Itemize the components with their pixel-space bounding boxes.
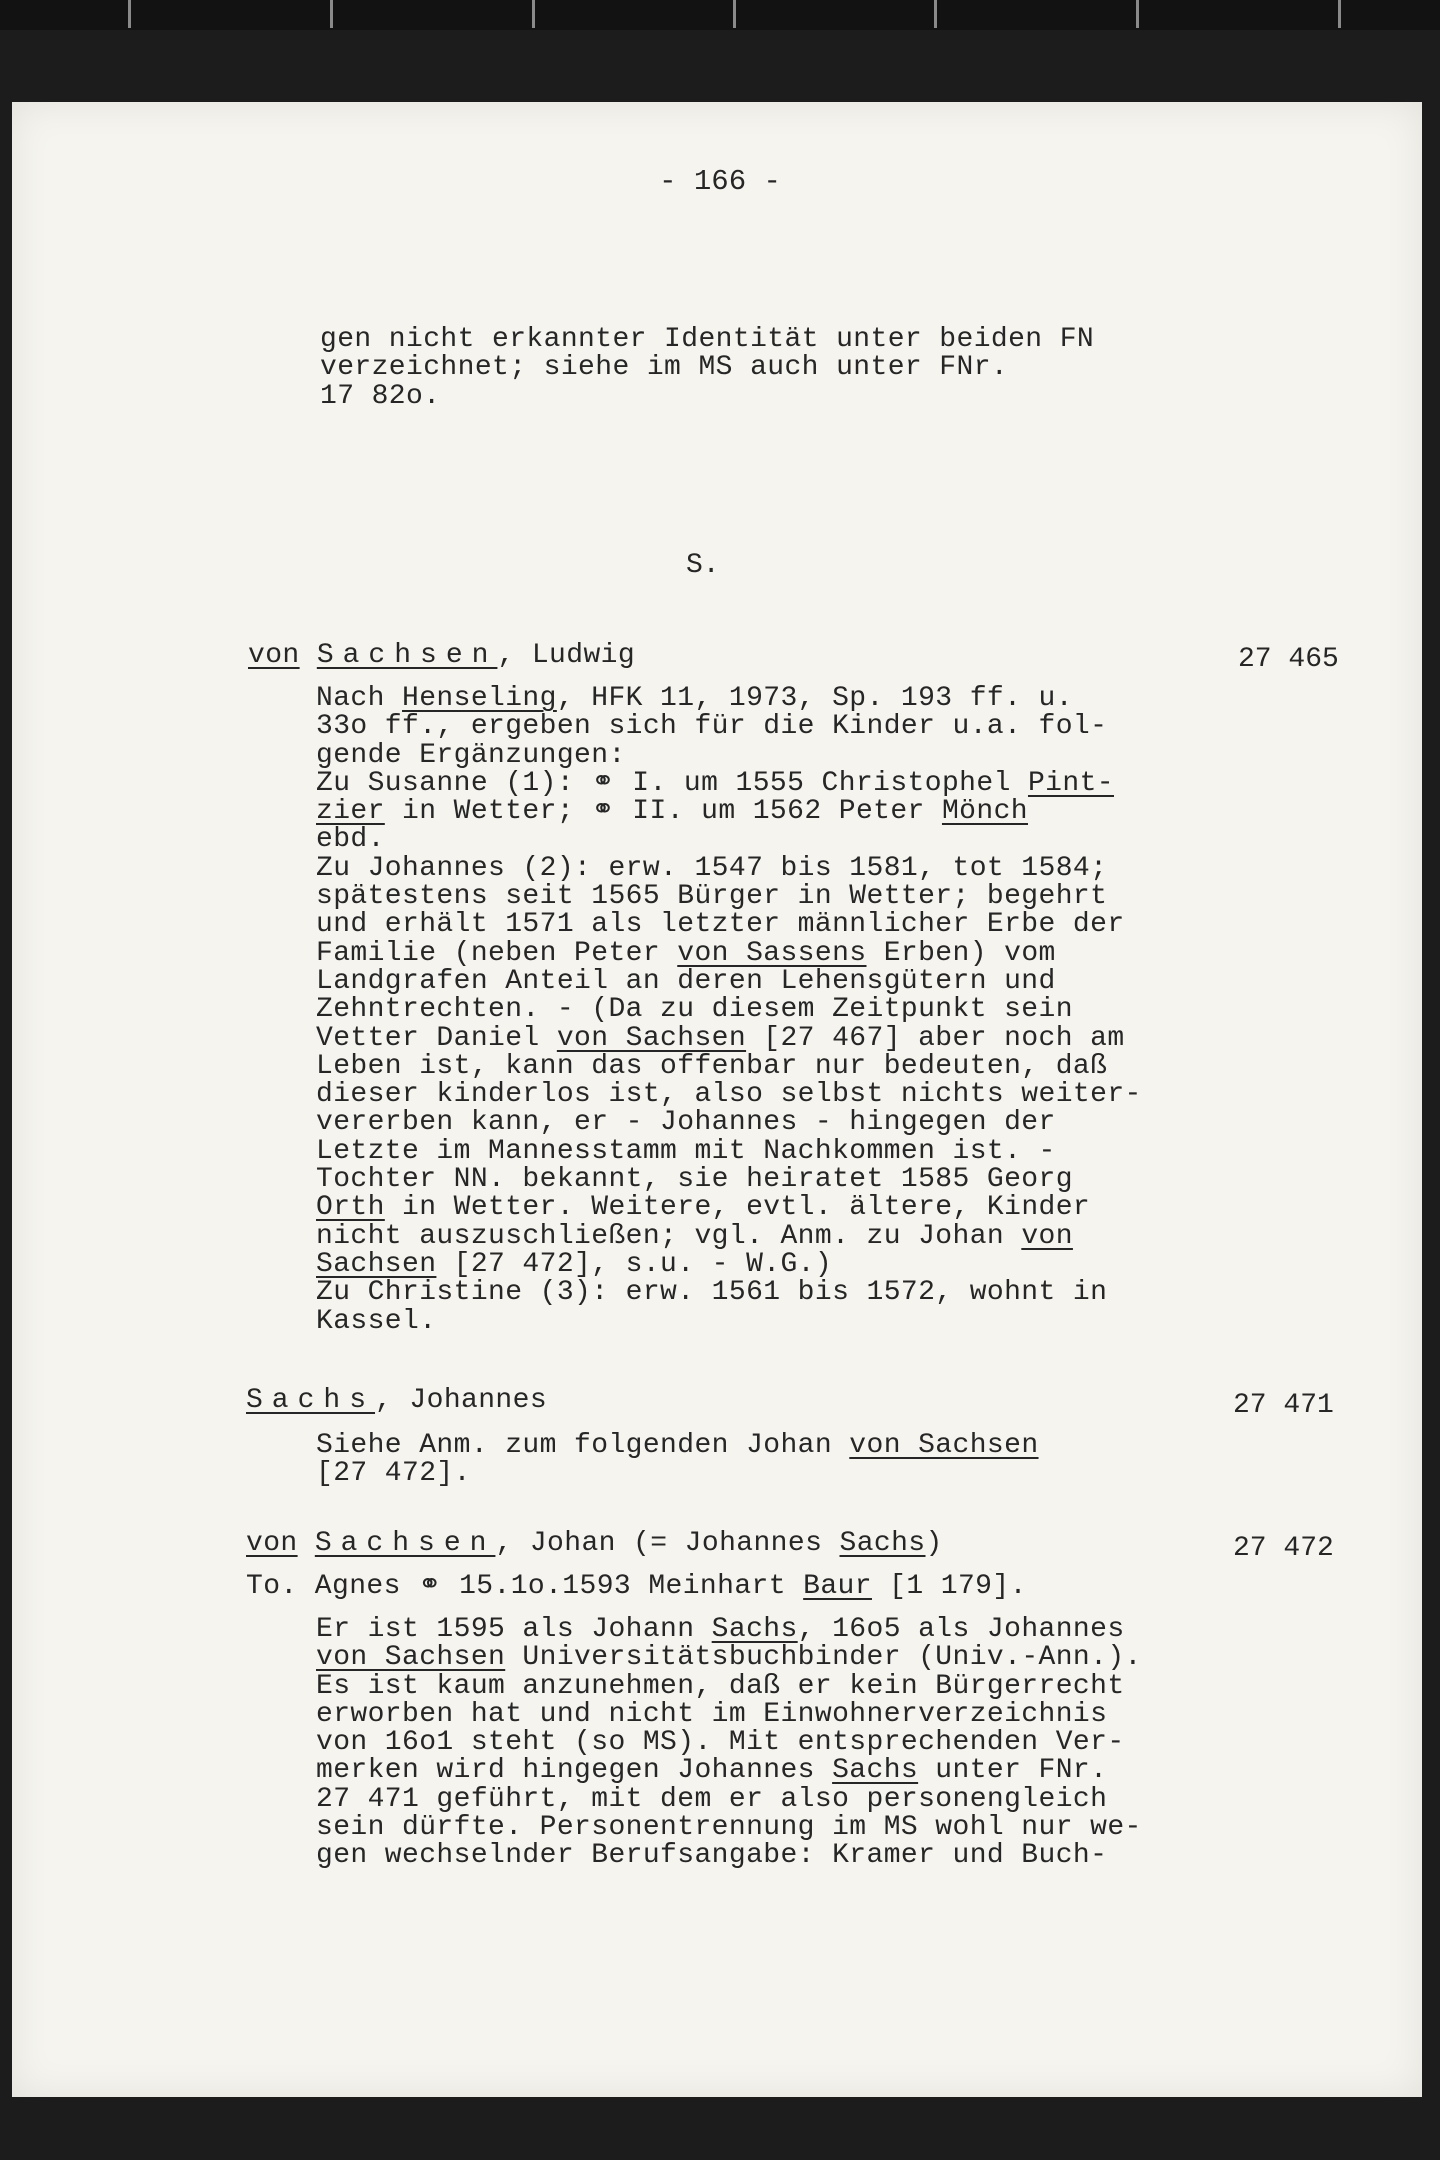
body-text: Zu Johannes (2): erw. 1547 bis 1581, tot 1584; [316, 852, 1108, 884]
heading-surname: Sachsen [316, 640, 498, 671]
body-name: Baur [803, 1571, 872, 1602]
body-text: Kassel. [316, 1305, 437, 1337]
body-text: Universitätsbuchbinder (Univ.-Ann.). [505, 1642, 1142, 1674]
body-text: und erhält 1571 als letzter männlicher Erbe der [316, 909, 1125, 941]
intro-line: gen nicht erkannter Identität unter beiden FN [320, 324, 1095, 355]
film-tick [1136, 0, 1139, 28]
body-text: [27 472], s.u. - W.G.) [436, 1248, 833, 1280]
body-text: , 16o5 als Johannes [797, 1614, 1125, 1645]
body-text: von 16o1 steht (so MS). Mit entsprechenden Ver- [316, 1727, 1125, 1759]
body-text: [27 472]. [316, 1458, 471, 1490]
body-text: Tochter NN. bekannt, sie heiratet 1585 Georg [316, 1164, 1073, 1196]
entry-body-johan [316, 1616, 1142, 1871]
heading-alias: Sachs [839, 1528, 926, 1559]
entry-body-ludwig [316, 685, 1142, 1336]
body-text: in Wetter; ⚭ II. um 1562 Peter [384, 796, 942, 828]
body-text: , HFK 11, 1973, Sp. 193 ff. u. [556, 683, 1073, 714]
intro-line: verzeichnet; siehe im MS auch unter FNr. [320, 352, 1009, 384]
body-text: vererben kann, er - Johannes - hingegen der [316, 1107, 1056, 1139]
heading-given-name: , Johan (= Johannes [495, 1528, 840, 1559]
intro-line: 17 82o. [320, 380, 441, 412]
film-tick [1338, 0, 1341, 28]
entry-number: 27 465 [1238, 644, 1339, 675]
body-text: [1 179]. [871, 1571, 1027, 1602]
heading-given-name: , Ludwig [497, 640, 636, 671]
body-text: ebd. [316, 824, 385, 856]
body-text: Letzte im Mannesstamm mit Nachkommen ist. - [316, 1135, 1056, 1167]
body-text: [27 467] aber noch am [746, 1022, 1125, 1054]
entry-heading-johan [246, 1530, 943, 1558]
body-text: in Wetter. Weitere, evtl. ältere, Kinder [384, 1192, 1091, 1224]
entry-number: 27 472 [1233, 1533, 1334, 1564]
heading-surname: Sachs [246, 1385, 376, 1416]
body-text: gende Ergänzungen: [316, 739, 626, 771]
body-text: Vetter Daniel [316, 1022, 557, 1054]
body-text: gen wechselnder Berufsangabe: Kramer und Buch- [316, 1840, 1108, 1872]
heading-surname: Sachsen [314, 1528, 496, 1559]
body-text: Erben) vom [866, 937, 1056, 969]
heading-given-name: ) [925, 1528, 943, 1559]
body-text: merken wird hingegen Johannes [316, 1755, 833, 1787]
body-text: 27 471 geführt, mit dem er also personengleich [316, 1783, 1108, 1815]
heading-prefix: von [248, 640, 300, 671]
body-text: nicht auszuschließen; vgl. Anm. zu Johan [316, 1220, 1022, 1252]
body-text: sein dürfte. Personentrennung im MS wohl nur we- [316, 1812, 1142, 1844]
heading-given-name: , Johannes [375, 1385, 548, 1416]
body-name: Henseling [402, 683, 557, 714]
film-tick [733, 0, 736, 28]
body-text: Nach [316, 683, 403, 714]
body-text: Zehntrechten. - (Da zu diesem Zeitpunkt sein [316, 994, 1073, 1026]
entry-heading-sachs [246, 1387, 547, 1415]
body-name: zier [316, 796, 385, 828]
film-tick [128, 0, 131, 28]
body-name: Sachs [711, 1614, 798, 1645]
body-text: dieser kinderlos ist, also selbst nichts weiter- [316, 1079, 1142, 1111]
body-name: Orth [316, 1192, 385, 1224]
body-name: von Sachsen [849, 1430, 1039, 1461]
body-name: Mönch [941, 796, 1028, 828]
film-tick [532, 0, 535, 28]
body-name: Sachsen [316, 1248, 437, 1280]
body-text: Leben ist, kann das offenbar nur bedeuten, daß [316, 1050, 1108, 1082]
entry-heading-ludwig [248, 642, 635, 670]
body-text: erworben hat und nicht im Einwohnerverzeichnis [316, 1698, 1108, 1730]
body-text: Es ist kaum anzunehmen, daß er kein Bürgerrecht [316, 1670, 1125, 1702]
page-number: - 166 - [659, 165, 781, 198]
body-name: von Sassens [677, 937, 867, 969]
film-tick [934, 0, 937, 28]
body-name: Pint- [1027, 767, 1114, 799]
heading-prefix: von [246, 1528, 298, 1559]
body-text: Siehe Anm. zum folgenden Johan [316, 1430, 850, 1461]
intro-paragraph [320, 326, 1094, 411]
body-text: unter FNr. [918, 1755, 1108, 1787]
body-name: von Sachsen [556, 1022, 747, 1054]
body-text: 33o ff., ergeben sich für die Kinder u.a. fol- [316, 711, 1108, 743]
body-name: von [1021, 1220, 1073, 1252]
body-text: Er ist 1595 als Johann [316, 1614, 712, 1645]
body-text: To. Agnes ⚭ 15.1o.1593 Meinhart [246, 1571, 804, 1602]
body-name: Sachs [832, 1755, 919, 1787]
entry-number: 27 471 [1233, 1390, 1334, 1421]
body-text: Familie (neben Peter [316, 937, 678, 969]
section-letter: S. [686, 550, 720, 581]
body-text: Zu Susanne (1): ⚭ I. um 1555 Christophel [316, 767, 1028, 799]
body-name: von Sachsen [316, 1642, 506, 1674]
film-tick [330, 0, 333, 28]
body-text: Zu Christine (3): erw. 1561 bis 1572, wohnt in [316, 1277, 1108, 1309]
body-text: spätestens seit 1565 Bürger in Wetter; begehrt [316, 881, 1108, 913]
entry-body-sachs [316, 1432, 1039, 1489]
entry-children-line [246, 1573, 1027, 1601]
film-strip-top [0, 0, 1440, 30]
body-text: Landgrafen Anteil an deren Lehensgütern und [316, 965, 1056, 997]
